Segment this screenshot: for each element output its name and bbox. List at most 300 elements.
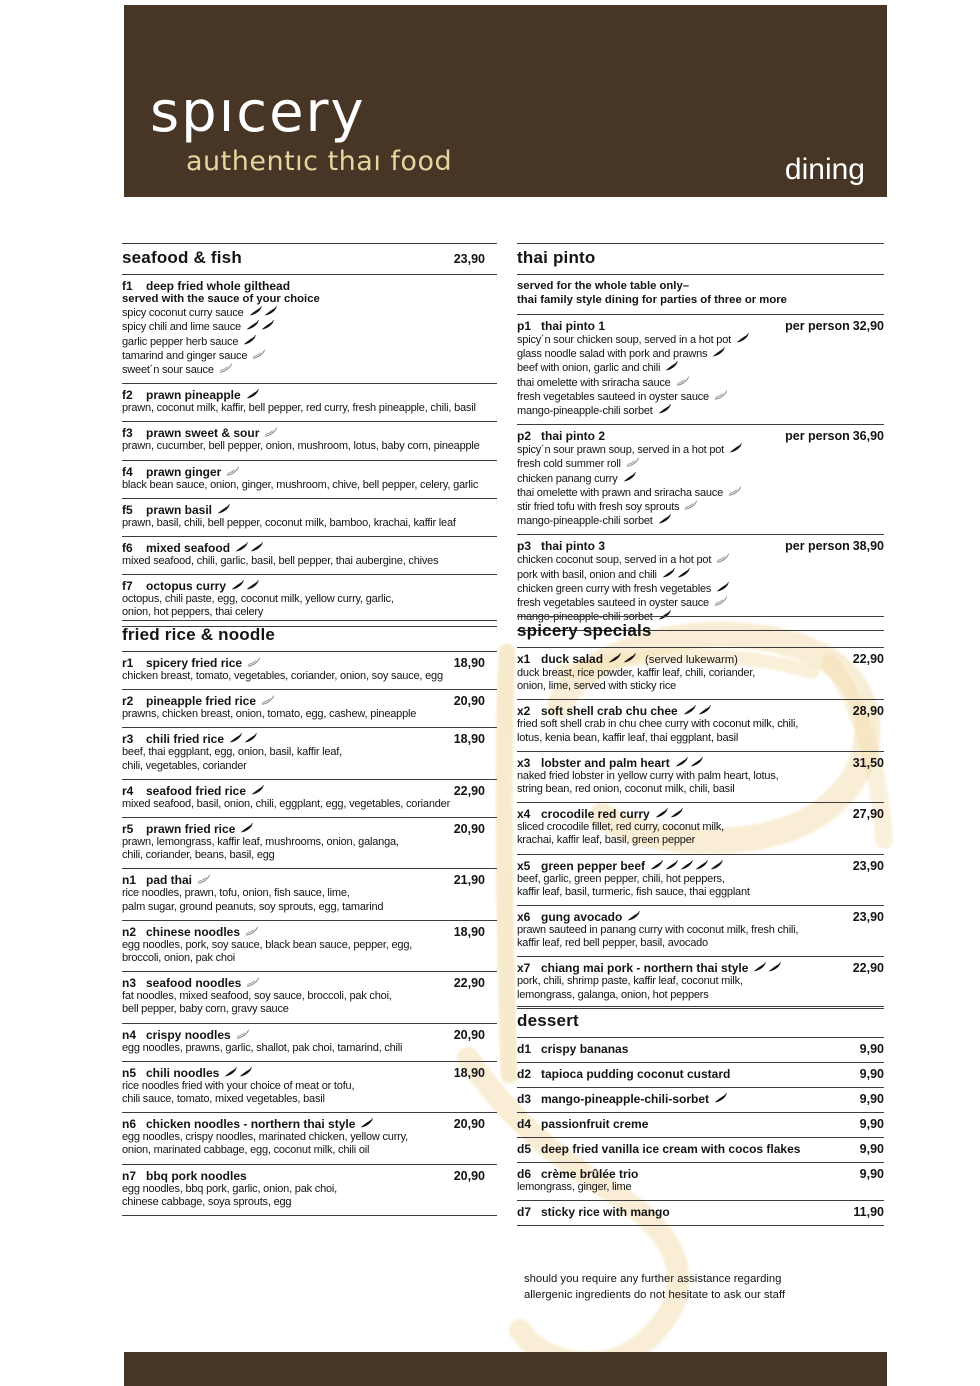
item-name: lobster and palm heart xyxy=(541,755,670,770)
item-desc-line xyxy=(517,834,884,847)
menu-item xyxy=(122,868,497,919)
item-name: mango-pineapple-chili-sorbet xyxy=(541,1092,710,1106)
item-title xyxy=(122,873,210,887)
menu-section-specials xyxy=(517,616,884,1009)
item-price xyxy=(860,1067,884,1081)
section-header xyxy=(122,620,497,651)
item-title xyxy=(122,1028,249,1042)
item-desc-text: pork, chili, shrimp paste, kaffir leaf, coconut milk, xyxy=(517,975,743,988)
price-value: 20,90 xyxy=(453,1168,485,1183)
item-code: d4 xyxy=(517,1117,532,1131)
chili-icon xyxy=(662,568,675,582)
item-desc-text: chicken panang curry xyxy=(517,472,618,485)
item-title xyxy=(122,388,259,402)
menu-item xyxy=(517,647,884,699)
price-value: 9,90 xyxy=(859,1067,884,1081)
chili-icon xyxy=(714,1092,727,1106)
item-code: d6 xyxy=(517,1167,532,1181)
mild-chili-icon xyxy=(252,349,265,363)
item-title xyxy=(122,1169,247,1183)
mild-chili-icon xyxy=(264,426,277,440)
item-title-row xyxy=(122,388,497,402)
item-desc-text: spicy coconut curry sauce xyxy=(122,307,244,320)
item-code: n7 xyxy=(122,1168,137,1183)
item-price xyxy=(785,429,884,443)
mild-chili-icon xyxy=(676,376,689,390)
item-price xyxy=(860,1117,884,1131)
item-price xyxy=(454,1117,497,1131)
item-desc-line xyxy=(517,582,884,596)
item-code: f5 xyxy=(122,502,133,517)
item-name: crocodile red curry xyxy=(541,807,650,822)
section-header xyxy=(517,1006,884,1037)
item-desc-text: egg noodles, crispy noodles, marinated chicken, yellow curry, xyxy=(122,1131,408,1144)
item-desc-line xyxy=(122,1196,497,1209)
item-desc-line xyxy=(517,404,884,418)
item-desc-text: chinese cabbage, soya sprouts, egg xyxy=(122,1195,292,1208)
menu-item xyxy=(517,802,884,853)
price-value: 22,90 xyxy=(852,652,884,666)
price-value: 38,90 xyxy=(852,539,884,554)
item-title-row xyxy=(122,822,497,836)
item-title xyxy=(517,652,738,667)
item-desc-line xyxy=(517,821,884,834)
item-name: prawn ginger xyxy=(146,464,222,479)
item-title-row xyxy=(517,756,884,770)
chili-icon xyxy=(627,910,640,924)
item-desc-line xyxy=(517,937,884,950)
price-value: 18,90 xyxy=(453,732,485,747)
section-intro-line: served for the whole table only– xyxy=(517,280,690,292)
chili-icon xyxy=(658,404,671,418)
section-intro xyxy=(517,274,884,314)
chili-icon xyxy=(250,541,263,555)
item-desc-line xyxy=(122,887,497,900)
item-desc-text: kaffir leaf, red bell pepper, basil, avocado xyxy=(517,937,708,950)
price-value: 28,90 xyxy=(852,704,884,719)
item-desc-text: sliced crocodile fillet, red curry, coconut milk, xyxy=(517,821,725,834)
item-title xyxy=(517,1142,800,1156)
item-title-row xyxy=(122,784,497,798)
item-desc-line xyxy=(122,606,497,619)
mild-chili-icon xyxy=(716,553,729,567)
item-title-row xyxy=(122,1117,497,1131)
chili-icon xyxy=(246,320,259,334)
menu-item xyxy=(517,424,884,534)
item-desc-text: chili, coriander, beans, basil, egg xyxy=(122,849,275,862)
allergen-note xyxy=(524,1272,785,1303)
mild-chili-icon xyxy=(226,465,239,479)
item-price xyxy=(853,961,884,975)
chili-icon xyxy=(677,568,690,582)
item-desc-line xyxy=(517,667,884,680)
item-code: r5 xyxy=(122,822,134,837)
item-title-row xyxy=(517,1117,884,1131)
item-desc-line xyxy=(517,886,884,899)
menu-item xyxy=(122,274,497,383)
item-price xyxy=(454,694,497,708)
price-value: 11,90 xyxy=(853,1205,884,1220)
price-value: 20,90 xyxy=(453,1117,485,1132)
item-price xyxy=(853,859,884,873)
item-title-row xyxy=(122,1028,497,1042)
item-name: duck salad xyxy=(541,652,604,666)
item-title xyxy=(517,319,605,333)
item-price xyxy=(860,1142,884,1156)
item-price xyxy=(454,976,497,990)
item-desc-line xyxy=(517,486,884,500)
brand-tagline: authentıc thaı food xyxy=(186,146,453,177)
item-name: thai pinto 1 xyxy=(541,319,605,333)
item-name: chinese noodles xyxy=(146,924,241,939)
menu-section-rice xyxy=(122,620,497,1216)
chili-icon xyxy=(695,859,708,873)
menu-section-seafood xyxy=(122,243,497,627)
menu-item xyxy=(122,498,497,536)
chili-icon xyxy=(650,859,663,873)
item-price xyxy=(454,656,497,670)
chili-icon xyxy=(217,503,230,517)
item-name: octopus curry xyxy=(146,579,227,594)
item-name: prawn pineapple xyxy=(146,388,241,403)
item-code: x2 xyxy=(517,704,531,719)
item-desc-line xyxy=(122,363,497,377)
item-name: sticky rice with mango xyxy=(541,1205,670,1220)
item-name: deep fried whole gilthead xyxy=(146,279,291,293)
item-title xyxy=(122,784,264,798)
item-desc-line xyxy=(517,390,884,404)
item-desc-text: prawn, coconut milk, kaffir, bell pepper, red curry, fresh pineapple, chili, basil xyxy=(122,402,476,415)
item-desc-text: octopus, chili paste, egg, coconut milk, yellow curry, garlic, xyxy=(122,593,394,606)
mild-chili-icon xyxy=(626,457,639,471)
item-desc-text: prawn, cucumber, bell pepper, onion, mushroom, lotus, baby corn, pineapple xyxy=(122,440,480,453)
chili-icon xyxy=(683,704,696,718)
item-title-row xyxy=(122,694,497,708)
item-title xyxy=(517,1042,628,1056)
item-code: f1 xyxy=(122,279,133,293)
section-header xyxy=(122,243,497,274)
item-desc-text: chicken coconut soup, served in a hot pot xyxy=(517,554,712,567)
item-code: n1 xyxy=(122,873,137,888)
item-desc-text: egg noodles, prawns, garlic, shallot, pak choi, tamarind, chili xyxy=(122,1041,403,1054)
chili-icon xyxy=(243,335,256,349)
price-value: 18,90 xyxy=(453,656,485,670)
item-desc-text: naked fried lobster in yellow curry with palm heart, lotus, xyxy=(517,769,779,782)
item-desc-line xyxy=(517,924,884,937)
item-title xyxy=(122,426,277,440)
section-intro-line: thai family style dining for parties of three or more xyxy=(517,293,787,306)
item-desc-line xyxy=(517,333,884,347)
item-title xyxy=(517,1205,670,1219)
item-note: (served lukewarm) xyxy=(645,654,738,666)
item-title xyxy=(122,541,263,555)
chili-icon xyxy=(264,306,277,320)
item-desc-text: prawns, chicken breast, onion, tomato, egg, cashew, pineapple xyxy=(122,708,417,721)
section-title: fried rice & noodle xyxy=(122,625,276,644)
chili-icon xyxy=(231,579,244,593)
item-desc-line xyxy=(122,1042,497,1055)
item-desc-line xyxy=(122,1183,497,1196)
item-name: soft shell crab chu chee xyxy=(541,704,678,719)
price-value: 36,90 xyxy=(852,429,884,444)
item-desc-line xyxy=(517,1181,884,1194)
item-title xyxy=(517,1167,638,1181)
item-desc-line xyxy=(122,1003,497,1016)
chili-icon xyxy=(623,652,636,666)
chili-icon xyxy=(675,756,688,770)
item-title-row xyxy=(122,873,497,887)
item-price xyxy=(454,925,497,939)
item-title xyxy=(122,1066,252,1080)
item-desc-text: bell pepper, baby corn, gravy sauce xyxy=(122,1003,289,1016)
item-name: crispy noodles xyxy=(146,1027,231,1042)
item-desc-text: chicken breast, tomato, vegetables, coriander, onion, soy sauce, egg xyxy=(122,670,443,682)
item-name: spicery fried rice xyxy=(146,656,243,670)
item-code: f6 xyxy=(122,541,133,556)
item-desc-line xyxy=(122,1144,497,1157)
item-desc-line xyxy=(122,402,497,415)
item-desc-text: fresh cold summer roll xyxy=(517,458,621,471)
item-desc-line xyxy=(517,472,884,486)
menu-item xyxy=(517,1037,884,1062)
mild-chili-icon xyxy=(261,694,274,708)
item-desc-text: spicy´n sour prawn soup, served in a hot pot xyxy=(517,444,725,457)
item-desc-line xyxy=(517,680,884,693)
item-desc-text: onion, marinated cabbage, egg, coconut milk, chili oil xyxy=(122,1144,370,1157)
item-desc-line xyxy=(122,479,497,492)
chili-icon xyxy=(235,541,248,555)
item-title-row xyxy=(122,541,497,555)
item-desc-text: lotus, kenia bean, kaffir leaf, thai eggplant, basil xyxy=(517,731,739,744)
item-code: p3 xyxy=(517,539,532,554)
mild-chili-icon xyxy=(714,390,727,404)
menu-item xyxy=(122,689,497,727)
section-title: seafood & fish xyxy=(122,248,242,267)
item-code: f4 xyxy=(122,464,133,479)
item-name: gung avocado xyxy=(541,910,623,925)
item-title-row xyxy=(122,503,497,517)
chili-icon xyxy=(736,333,749,347)
item-desc-line xyxy=(122,517,497,530)
item-desc-line xyxy=(517,732,884,745)
item-name: chili noodles xyxy=(146,1065,220,1080)
item-name: prawn fried rice xyxy=(146,822,236,837)
item-code: d2 xyxy=(517,1067,532,1081)
item-name: crème brûlée trio xyxy=(541,1167,639,1181)
menu-item xyxy=(517,1137,884,1162)
item-title-row xyxy=(517,652,884,667)
item-desc-text: glass noodle salad with pork and prawns xyxy=(517,348,708,361)
chili-icon xyxy=(716,582,729,596)
item-name: thai pinto 3 xyxy=(541,539,605,554)
chili-icon xyxy=(658,514,671,528)
price-value: 22,90 xyxy=(453,976,485,991)
chili-icon xyxy=(244,732,257,746)
item-code: x3 xyxy=(517,755,531,770)
item-price xyxy=(860,1167,884,1181)
item-desc-line xyxy=(122,836,497,849)
item-desc-text: thai omelette with sriracha sauce xyxy=(517,376,671,389)
menu-item xyxy=(122,651,497,689)
mild-chili-icon xyxy=(714,596,727,610)
item-desc-line xyxy=(517,457,884,471)
item-desc-line xyxy=(122,901,497,914)
price-value: 9,90 xyxy=(859,1117,884,1131)
chili-icon xyxy=(239,1066,252,1080)
item-code: n5 xyxy=(122,1065,137,1080)
item-price xyxy=(785,319,884,333)
item-code: r4 xyxy=(122,783,134,798)
item-desc-text: string bean, red onion, coconut milk, chili, basil xyxy=(517,783,735,796)
item-code: x6 xyxy=(517,910,531,925)
item-title xyxy=(517,807,683,821)
item-code: x1 xyxy=(517,652,531,666)
item-desc-text: egg noodles, pork, soy sauce, black bean sauce, pepper, egg, xyxy=(122,938,413,951)
item-title xyxy=(517,859,723,873)
item-desc-text: onion, lime, served with sticky rice xyxy=(517,680,677,693)
price-value: 22,90 xyxy=(453,783,485,798)
item-title-row xyxy=(517,961,884,975)
item-title-row xyxy=(122,1066,497,1080)
item-desc-line xyxy=(517,568,884,582)
item-desc-text: duck breast, rice powder, kaffir leaf, chili, coriander, xyxy=(517,667,756,679)
menu-item xyxy=(122,574,497,625)
item-desc-line xyxy=(122,1131,497,1144)
item-price xyxy=(785,539,884,553)
menu-item xyxy=(517,751,884,802)
item-title-row xyxy=(122,426,497,440)
item-desc-line xyxy=(122,746,497,759)
item-price xyxy=(454,873,497,887)
menu-item xyxy=(517,1062,884,1087)
item-name: crispy bananas xyxy=(541,1042,629,1056)
item-price xyxy=(454,784,497,798)
item-price xyxy=(853,704,884,718)
chili-icon xyxy=(251,784,264,798)
item-title xyxy=(517,1092,727,1106)
item-desc-text: sweet´n sour sauce xyxy=(122,364,214,377)
item-code: r1 xyxy=(122,656,134,670)
item-desc-line xyxy=(122,593,497,606)
price-value: 18,90 xyxy=(453,924,485,939)
item-title xyxy=(517,961,781,975)
item-desc-text: onion, hot peppers, thai celery xyxy=(122,606,264,619)
item-title-row xyxy=(517,1042,884,1056)
item-name: passionfruit creme xyxy=(541,1117,649,1131)
price-value: 23,90 xyxy=(852,910,884,925)
item-name: pad thai xyxy=(146,873,193,888)
item-price xyxy=(853,910,884,924)
item-price xyxy=(454,1169,497,1183)
item-title-row xyxy=(122,656,497,670)
item-desc-line xyxy=(122,306,497,320)
menu-section-dessert xyxy=(517,1006,884,1226)
item-price xyxy=(454,1066,497,1080)
item-desc-line xyxy=(517,500,884,514)
item-price xyxy=(853,652,884,666)
item-title xyxy=(517,539,605,553)
item-code: r2 xyxy=(122,694,134,709)
price-value: 9,90 xyxy=(859,1142,884,1156)
item-name: pineapple fried rice xyxy=(146,694,257,709)
item-desc-line xyxy=(122,670,497,683)
chili-icon xyxy=(246,388,259,402)
item-name: mixed seafood xyxy=(146,541,231,556)
price-value: 31,50 xyxy=(852,755,884,770)
item-title-row xyxy=(122,1169,497,1183)
bottom-brand-bar xyxy=(124,1352,887,1386)
chili-icon xyxy=(690,756,703,770)
chili-icon xyxy=(249,306,262,320)
item-desc-text: thai omelette with prawn and sriracha sauce xyxy=(517,486,724,499)
chili-icon xyxy=(623,472,636,486)
chili-icon xyxy=(224,1066,237,1080)
price-value: 9,90 xyxy=(859,1042,884,1056)
item-title xyxy=(122,465,239,479)
item-title-row xyxy=(122,465,497,479)
item-code: n3 xyxy=(122,976,137,991)
section-title: thai pinto xyxy=(517,248,596,267)
item-name: seafood fried rice xyxy=(146,783,247,798)
item-title-row xyxy=(122,732,497,746)
mild-chili-icon xyxy=(246,976,259,990)
item-title-row xyxy=(517,429,884,443)
item-desc-text: beef, garlic, green pepper, chili, hot peppers, xyxy=(517,872,725,885)
chili-icon xyxy=(360,1117,373,1131)
price-prefix: per person xyxy=(785,319,850,333)
item-price xyxy=(853,756,884,770)
chili-icon xyxy=(229,732,242,746)
item-desc-text: beef, thai eggplant, egg, onion, basil, kaffir leaf, xyxy=(122,746,342,759)
menu-item xyxy=(517,956,884,1007)
item-title xyxy=(517,429,605,443)
mild-chili-icon xyxy=(247,656,260,670)
item-desc-text: lemongrass, ginger, lime xyxy=(517,1181,632,1193)
menu-item xyxy=(122,1061,497,1112)
item-title-row xyxy=(122,976,497,990)
item-desc-text: mixed seafood, basil, onion, chili, eggplant, egg, vegetables, coriander xyxy=(122,797,451,810)
item-desc-text: black bean sauce, onion, ginger, mushroom, chive, bell pepper, celery, garlic xyxy=(122,478,479,491)
menu-item xyxy=(122,1164,497,1215)
item-title-row xyxy=(122,579,497,593)
price-value: 20,90 xyxy=(453,1027,485,1042)
item-desc-line xyxy=(517,553,884,567)
item-desc-line xyxy=(517,347,884,361)
item-title xyxy=(122,694,274,708)
item-title-row xyxy=(517,704,884,718)
item-desc-text: fried soft shell crab in chu chee curry with coconut milk, chili, xyxy=(517,718,799,731)
item-title xyxy=(122,579,259,593)
item-title xyxy=(517,704,711,718)
menu-item xyxy=(517,905,884,956)
menu-item xyxy=(517,1200,884,1225)
item-title xyxy=(122,732,257,746)
item-desc-line xyxy=(122,1080,497,1093)
chili-icon xyxy=(670,807,683,821)
item-desc-text: fresh vegetables sauteed in oyster sauce xyxy=(517,597,709,610)
item-desc-text: beef with onion, garlic and chili xyxy=(517,362,661,375)
item-desc-line xyxy=(517,975,884,988)
item-code: d7 xyxy=(517,1205,532,1220)
chili-icon xyxy=(261,320,274,334)
chili-icon xyxy=(768,961,781,975)
item-price xyxy=(454,1028,497,1042)
item-name: chili fried rice xyxy=(146,732,225,747)
item-desc-text: chicken green curry with fresh vegetables xyxy=(517,582,712,595)
item-desc-line xyxy=(517,989,884,1002)
section-header xyxy=(517,243,884,274)
item-name: prawn basil xyxy=(146,502,213,517)
